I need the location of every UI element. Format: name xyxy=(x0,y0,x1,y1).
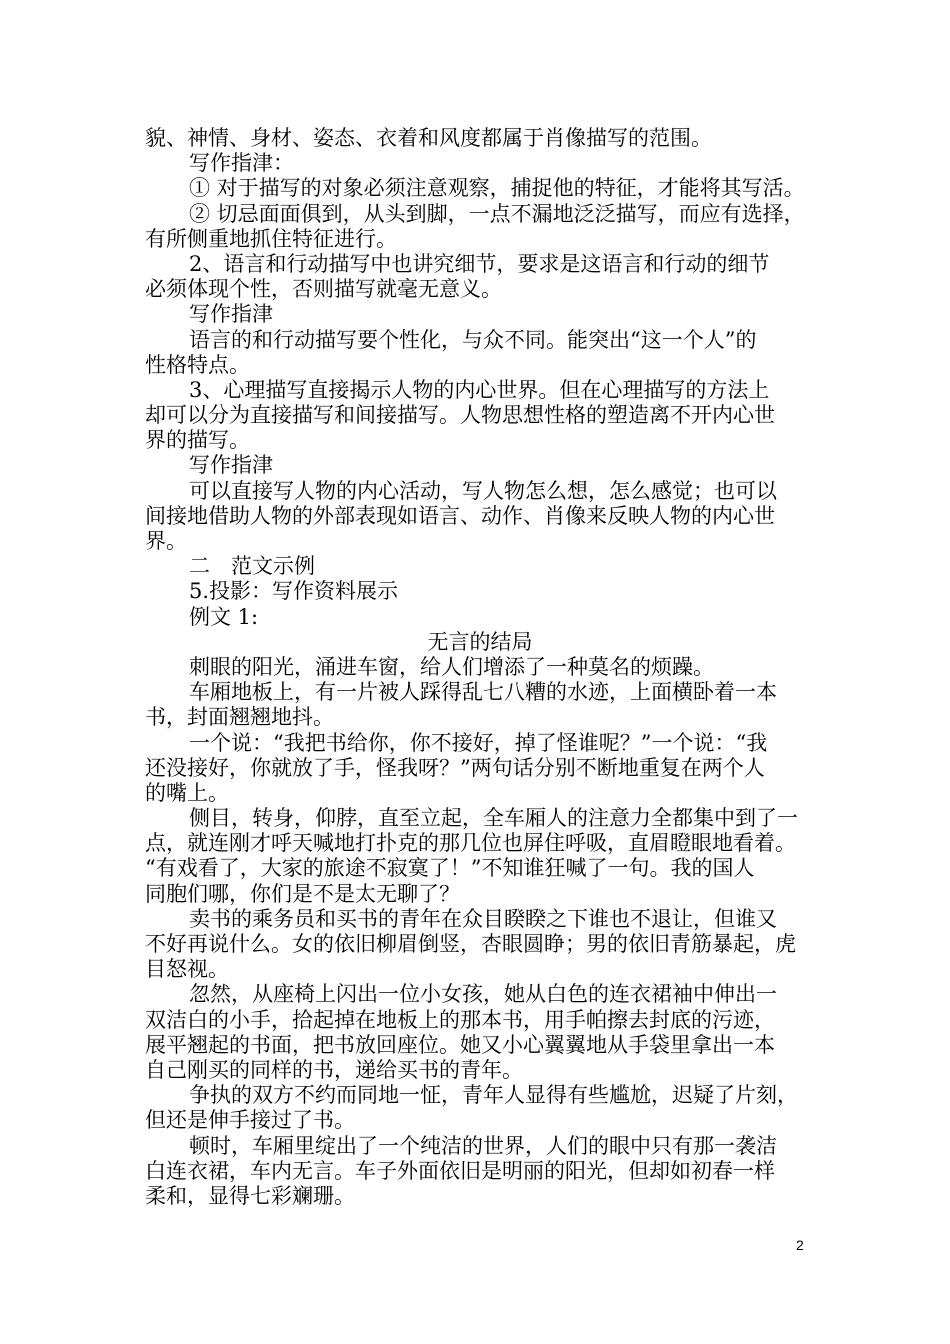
text-line: 不好再说什么。女的依旧柳眉倒竖，杏眼圆睁；男的依旧青筋暴起，虎 xyxy=(145,932,796,956)
text-line: 争执的双方不约而同地一怔，青年人显得有些尴尬，迟疑了片刻， xyxy=(189,1083,798,1108)
text-line: 卖书的乘务员和买书的青年在众目睽睽之下谁也不退让，但谁又 xyxy=(189,906,777,931)
text-line: 例文 1: xyxy=(189,604,259,629)
text-line: 顿时，车厢里绽出了一个纯洁的世界，人们的眼中只有那一袭洁 xyxy=(189,1133,777,1158)
text-line: 可以直接写人物的内心活动，写人物怎么想，怎么感觉；也可以 xyxy=(189,478,777,503)
text-line: 侧目，转身，仰脖，直至立起，全车厢人的注意力全都集中到了一 xyxy=(189,806,798,831)
text-line: 还没接好，你就放了手，怪我呀？”两句话分别不断地重复在两个人 xyxy=(145,755,765,780)
text-line: 目怒视。 xyxy=(145,957,229,982)
text-line: 写作指津： xyxy=(189,151,294,176)
text-line: 界的描写。 xyxy=(145,428,250,453)
text-line: 展平翘起的书面，把书放回座位。她又小心翼翼地从手袋里拿出一本 xyxy=(145,1032,775,1057)
text-line: 3、心理描写直接揭示人物的内心世界。但在心理描写的方法上 xyxy=(189,377,770,402)
text-line: ② 切忌面面俱到，从头到脚，一点不漏地泛泛描写，而应有选择， xyxy=(189,201,805,226)
text-line: 白连衣裙，车内无言。车子外面依旧是明丽的阳光，但却如初春一样 xyxy=(145,1158,775,1183)
text-line: 柔和，显得七彩斓珊。 xyxy=(145,1183,355,1208)
body-text xyxy=(145,126,815,1209)
text-line: 车厢地板上，有一片被人踩得乱七八糟的水迹，上面横卧着一本 xyxy=(189,680,777,705)
text-line: 同胞们哪，你们是不是太无聊了？ xyxy=(145,881,460,906)
text-line: 自己刚买的同样的书，递给买书的青年。 xyxy=(145,1057,523,1082)
text-line: 书，封面翘翘地抖。 xyxy=(145,705,334,730)
text-line: 却可以分为直接描写和间接描写。人物思想性格的塑造离不开内心世 xyxy=(145,403,775,428)
text-line: 写作指津 xyxy=(189,453,273,478)
text-line: 一个说：“我把书给你，你不接好，掉了怪谁呢？”一个说：“我 xyxy=(189,730,768,755)
text-line: 貌、神情、身材、姿态、衣着和风度都属于肖像描写的范围。 xyxy=(145,126,712,150)
text-line: 2、语言和行动描写中也讲究细节，要求是这语言和行动的细节 xyxy=(189,251,770,276)
text-line: “有戏看了，大家的旅途不寂寞了！”不知谁狂喊了一句。我的国人 xyxy=(145,856,755,881)
text-line: 有所侧重地抓住特征进行。 xyxy=(145,226,397,251)
text-line: 但还是伸手接过了书。 xyxy=(145,1108,355,1133)
text-line: 间接地借助人物的外部表现如语言、动作、肖像来反映人物的内心世 xyxy=(145,503,775,528)
text-line: 5.投影：写作资料展示 xyxy=(189,579,399,604)
text-line: 语言的和行动描写要个性化，与众不同。能突出“这一个人”的 xyxy=(189,327,757,352)
text-line: 界。 xyxy=(145,529,187,553)
page-number: 2 xyxy=(796,1237,804,1253)
text-line: 刺眼的阳光，涌进车窗，给人们增添了一种莫名的烦躁。 xyxy=(189,654,714,679)
text-line: 性格特点。 xyxy=(145,352,250,377)
text-line: 必须体现个性，否则描写就毫无意义。 xyxy=(145,277,502,302)
text-line: 双洁白的小手，拾起掉在地板上的那本书，用手帕擦去封底的污迹， xyxy=(145,1007,775,1032)
text-line: 的嘴上。 xyxy=(145,780,229,805)
text-line: 点，就连刚才呼天喊地打扑克的那几位也屏住呼吸，直眉瞪眼地看着。 xyxy=(145,831,796,856)
text-line: ① 对于描写的对象必须注意观察，捕捉他的特征，才能将其写活。 xyxy=(189,176,805,201)
text-line: 写作指津 xyxy=(189,302,273,327)
article-title: 无言的结局 xyxy=(427,629,533,654)
text-line: 二 范文示例 xyxy=(189,554,315,579)
text-line: 忽然，从座椅上闪出一位小女孩，她从白色的连衣裙袖中伸出一 xyxy=(189,982,777,1007)
